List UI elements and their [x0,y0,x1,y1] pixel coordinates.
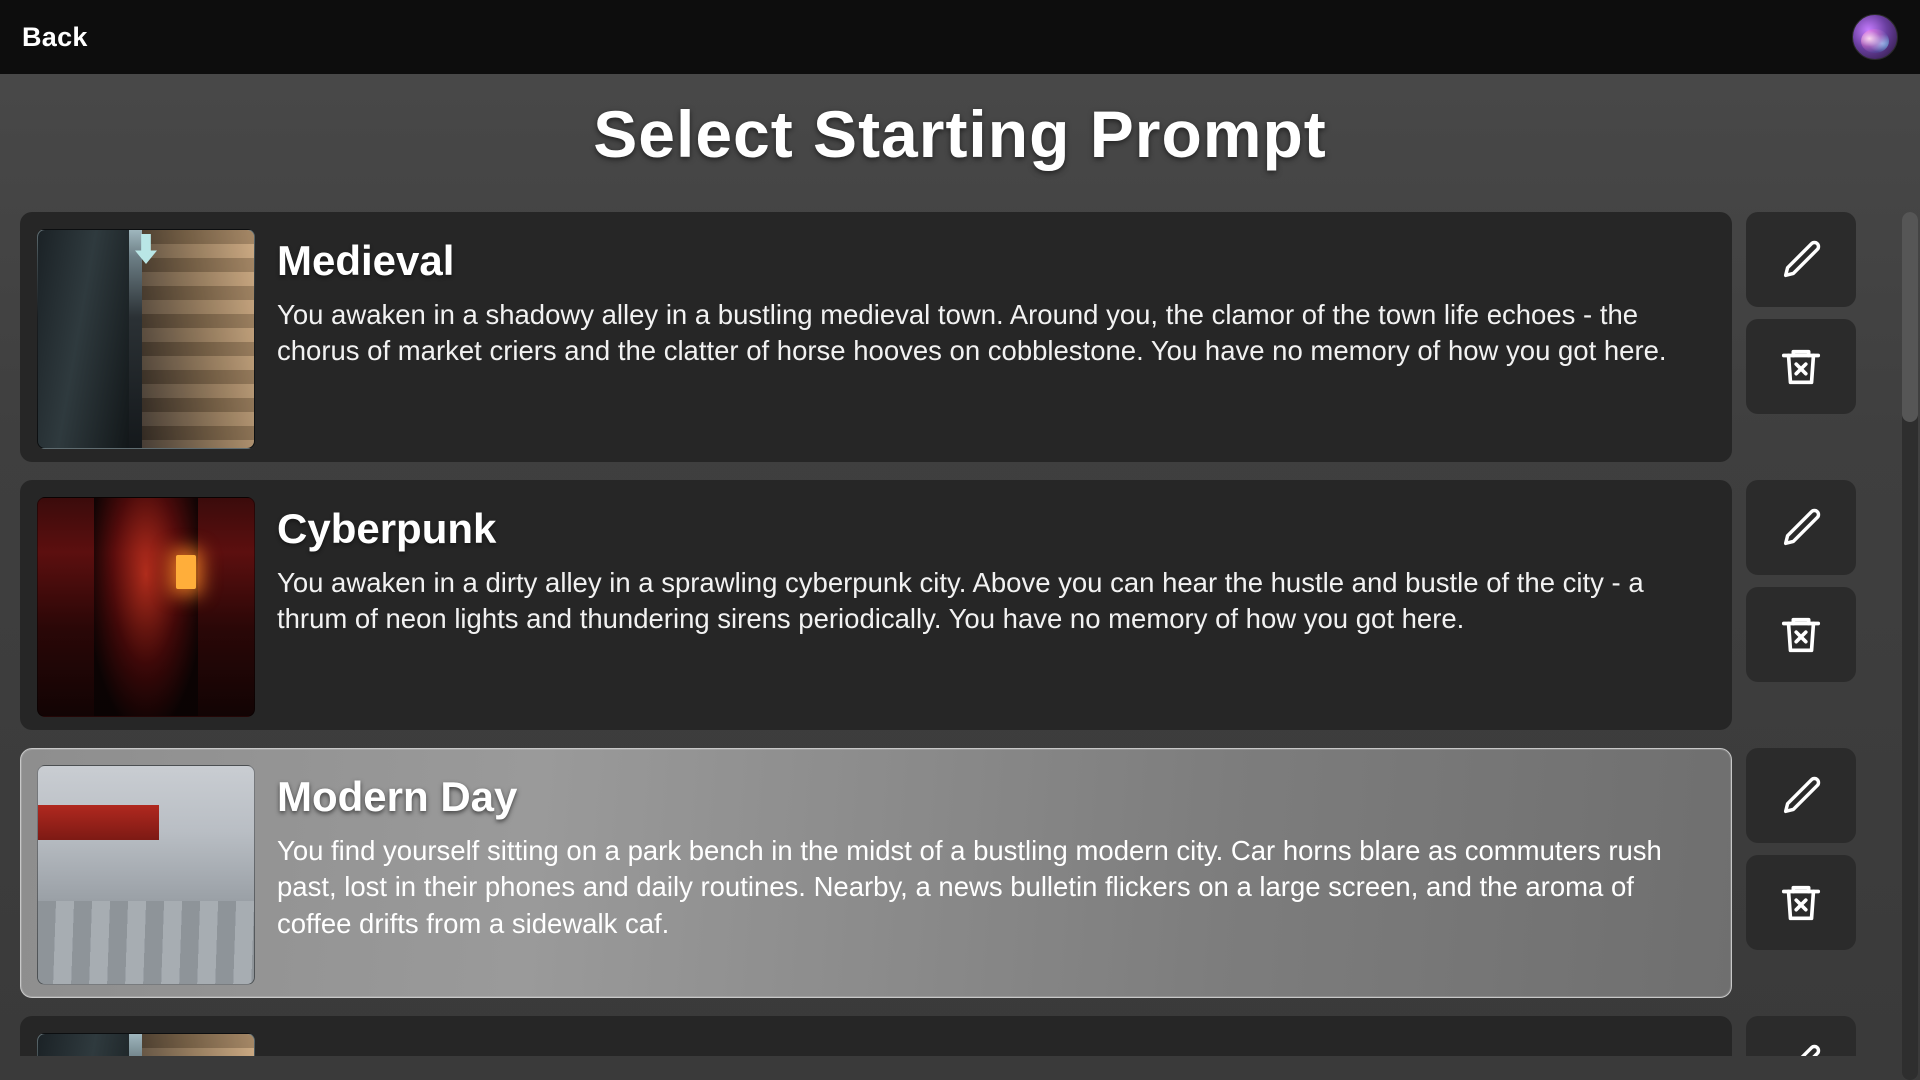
edit-prompt-button[interactable] [1746,212,1856,307]
prompt-card-next[interactable] [20,1016,1732,1056]
scrollbar-thumb[interactable] [1902,212,1918,422]
prompt-actions [1746,748,1856,950]
prompt-row-partial [20,1016,1900,1056]
prompt-actions [1746,480,1856,682]
scrollbar-track[interactable] [1902,212,1918,1080]
trash-delete-icon [1778,344,1824,390]
delete-prompt-button[interactable] [1746,587,1856,682]
back-button[interactable]: Back [22,21,88,52]
prompt-title: Cyberpunk [277,505,497,552]
prompt-row [20,212,1900,462]
modern-day-street-thumbnail [37,765,255,985]
edit-prompt-button[interactable] [1746,1016,1856,1056]
prompt-card-cyberpunk[interactable] [20,480,1732,730]
user-avatar[interactable] [1852,14,1898,60]
prompt-body [277,497,1715,638]
prompt-actions [1746,1016,1856,1056]
prompt-actions [1746,212,1856,414]
next-prompt-thumbnail [37,1033,255,1056]
prompt-description: You awaken in a shadowy alley in a bustling medieval town. Around you, the clamor of the town life echoes - the chorus of market criers and the clatter of horse hooves on cobblestone. You have no memory of how you got here. [277,299,1667,367]
top-bar [0,0,1920,74]
cyberpunk-alley-thumbnail [37,497,255,717]
prompt-card-medieval[interactable] [20,212,1732,462]
prompt-title: Medieval [277,237,455,284]
trash-delete-icon [1778,880,1824,926]
delete-prompt-button[interactable] [1746,855,1856,950]
prompt-card-modern-day[interactable] [20,748,1732,998]
page-title: Select Starting Prompt [593,97,1327,171]
edit-prompt-button[interactable] [1746,748,1856,843]
edit-prompt-button[interactable] [1746,480,1856,575]
prompt-body [277,1033,1715,1035]
prompt-description: You find yourself sitting on a park bench in the midst of a bustling modern city. Car horns blare as commuters rush past, lost in their phones and daily routines. Nearby, a news bulletin flickers on a large screen, and the aroma of coffee drifts from a sidewalk caf. [277,835,1662,939]
prompt-row [20,480,1900,730]
trash-delete-icon [1778,612,1824,658]
pencil-icon [1778,773,1824,819]
prompt-list [20,212,1900,1080]
delete-prompt-button[interactable] [1746,319,1856,414]
medieval-alley-thumbnail [37,229,255,449]
prompt-title: Modern Day [277,773,518,820]
pencil-icon [1778,505,1824,551]
prompt-body [277,765,1715,942]
pencil-icon [1778,237,1824,283]
pencil-icon [1778,1041,1824,1057]
prompt-row [20,748,1900,998]
prompt-body [277,229,1715,370]
prompt-description: You awaken in a dirty alley in a sprawling cyberpunk city. Above you can hear the hustle and bustle of the city - a thrum of neon lights and thundering sirens periodically. You have no memory of how you got here. [277,567,1644,635]
